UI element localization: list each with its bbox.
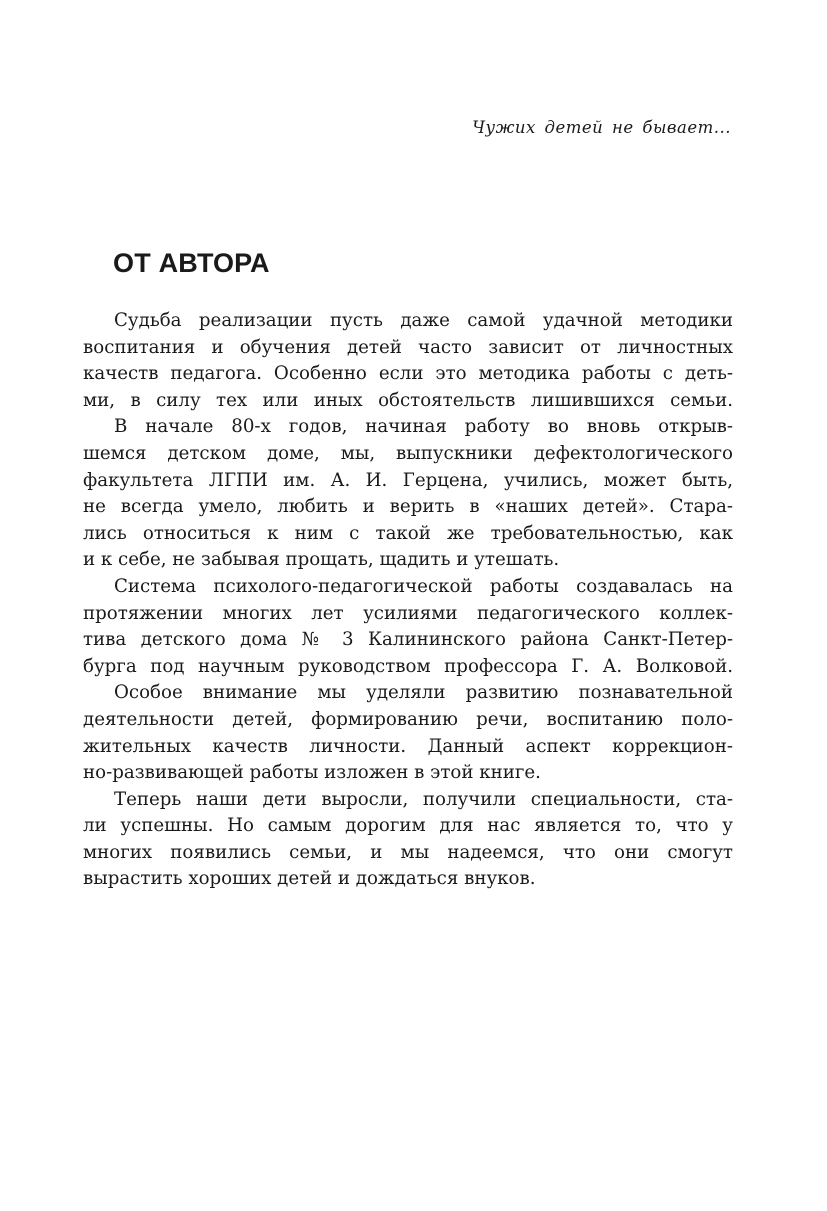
text-line: ми, в силу тех или иных обстоятельств лишившихся семьи.	[83, 389, 733, 411]
text-line: Судьба реализации пусть даже самой удачной методики	[114, 310, 733, 331]
chapter-heading: ОТ АВТОРА	[113, 248, 270, 278]
text-line: качеств педагога. Особенно если это методика работы с деть-	[83, 363, 733, 385]
text-line: протяжении многих лет усилиями педагогического коллек-	[83, 602, 733, 624]
text-line: тива детского дома № 3 Калининского района Санкт-Петер-	[83, 629, 733, 651]
text-line: но-развивающей работы изложен в этой книге.	[83, 762, 541, 784]
text-line: Теперь наши дети выросли, получили специальности, ста-	[114, 788, 733, 810]
text-line: Система психолого-педагогической работы создавалась на	[114, 575, 733, 597]
body-text	[83, 308, 733, 893]
paragraph	[83, 308, 733, 414]
paragraph	[83, 787, 733, 893]
text-line: и к себе, не забывая прощать, щадить и утешать.	[83, 549, 560, 571]
text-line: не всегда умело, любить и верить в «наших детей». Стара-	[83, 496, 733, 518]
text-line: шемся детском доме, мы, выпускники дефектологического	[83, 442, 733, 464]
text-line: лись относиться к ним с такой же требовательностью, как	[83, 522, 733, 544]
text-line: бурга под научным руководством профессора Г. А. Волковой.	[83, 655, 733, 677]
text-line: В начале 80-х годов, начиная работу во вновь открыв-	[114, 416, 733, 438]
text-line: жительных качеств личности. Данный аспект коррекцион-	[83, 735, 733, 757]
paragraph	[83, 574, 733, 680]
paragraph	[83, 680, 733, 786]
paragraph	[83, 414, 733, 574]
text-line: ли успешны. Но самым дорогим для нас является то, что у	[83, 815, 733, 837]
text-line: воспитания и обучения детей часто зависит от личностных	[83, 336, 733, 358]
text-line: вырастить хороших детей и дождаться внуков.	[83, 868, 536, 890]
epigraph: Чужих детей не бывает...	[472, 118, 731, 137]
text-line: Особое внимание мы уделяли развитию познавательной	[114, 682, 733, 704]
text-line: деятельности детей, формированию речи, воспитанию поло-	[83, 708, 733, 730]
text-line: многих появились семьи, и мы надеемся, что они смогут	[83, 841, 733, 863]
text-line: факультета ЛГПИ им. А. И. Герцена, учились, может быть,	[83, 469, 733, 491]
